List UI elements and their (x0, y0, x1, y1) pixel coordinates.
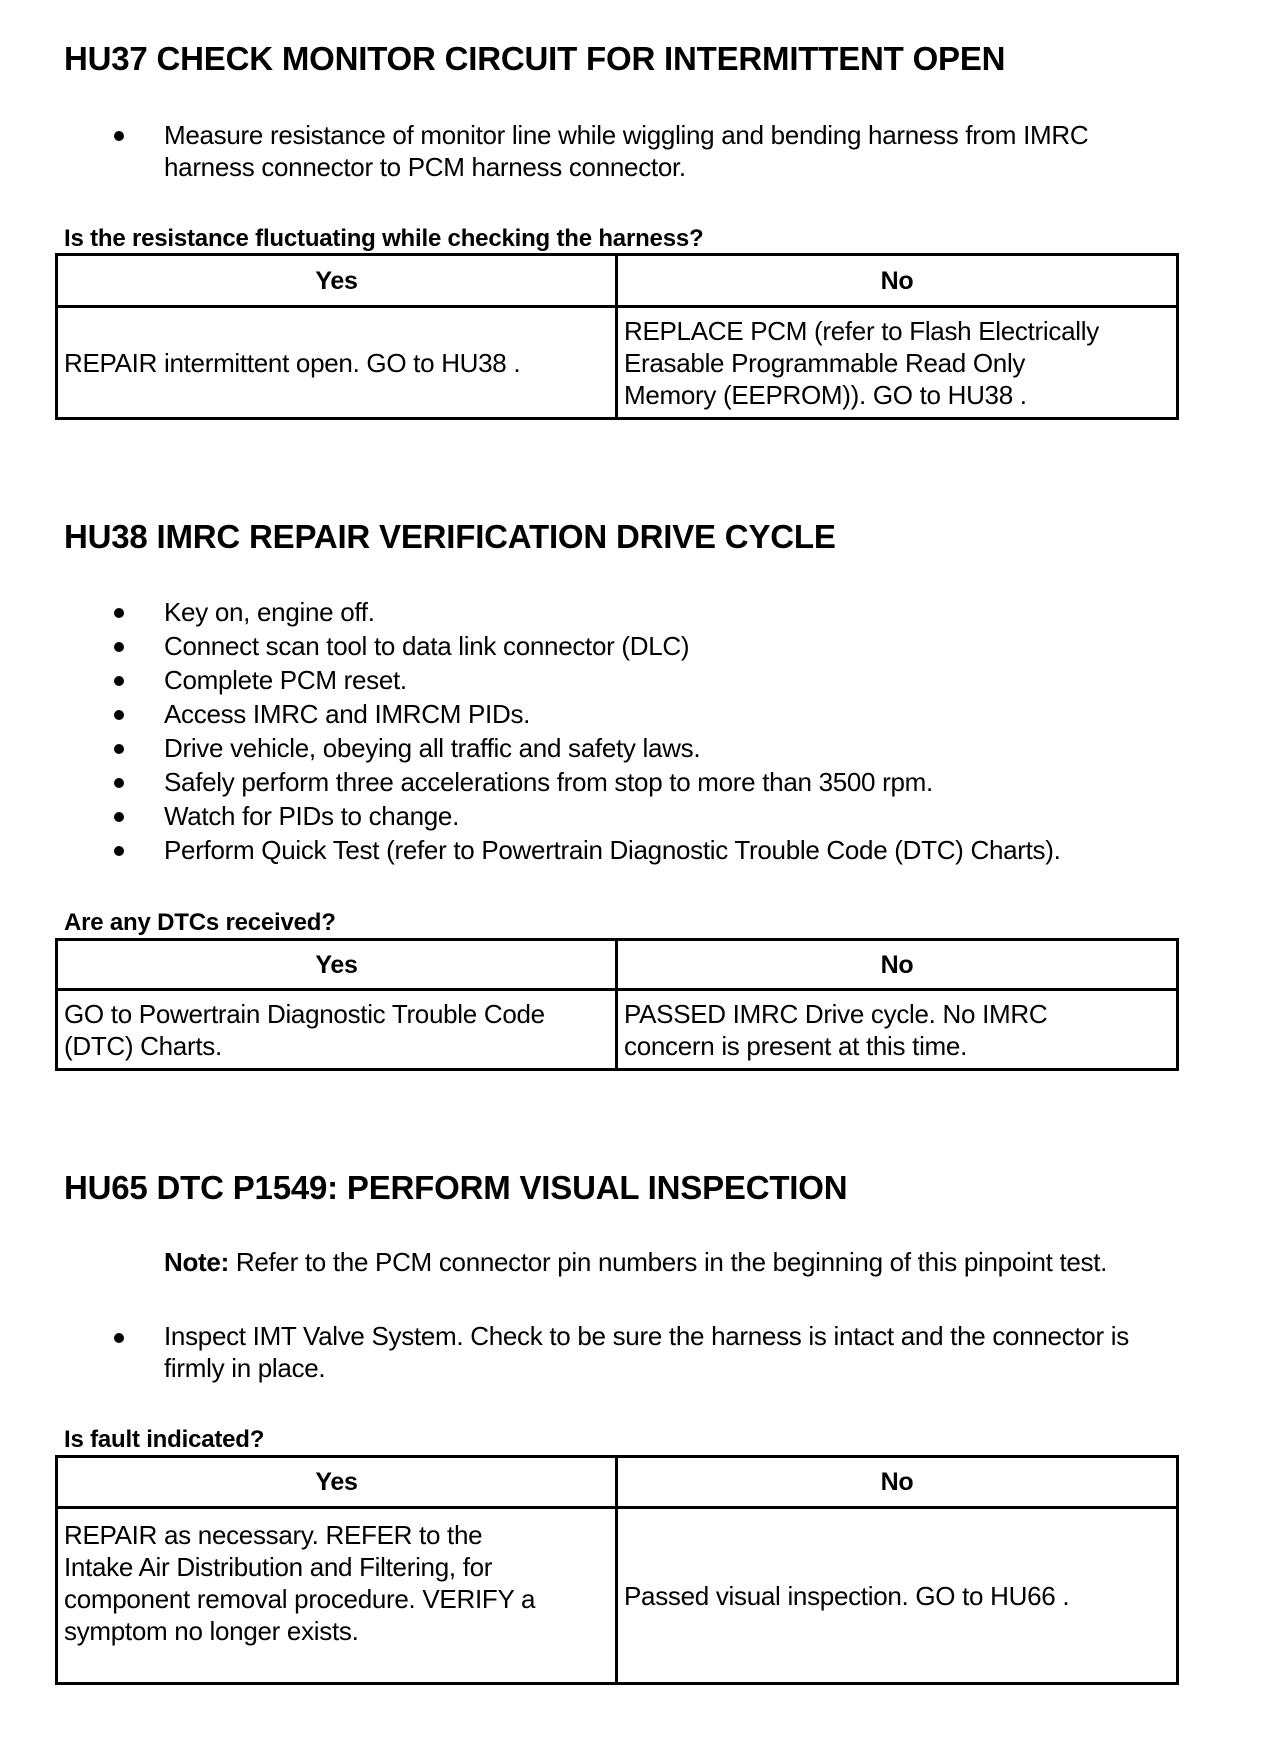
cell-line: Memory (EEPROM)). GO to HU38 . (624, 379, 1027, 410)
list-item: Access IMRC and IMRCM PIDs. (164, 699, 531, 729)
bullet-icon (114, 1333, 124, 1343)
table-cell-yes (57, 307, 617, 419)
bullet-icon (114, 608, 124, 618)
bullet-text-line: Inspect IMT Valve System. Check to be sure the harness is intact and the connector is (164, 1321, 1129, 1351)
cell-line: Intake Air Distribution and Filtering, for (64, 1552, 493, 1582)
cell-line: concern is present at this time. (624, 1030, 967, 1061)
list-item: Complete PCM reset. (164, 665, 407, 695)
bullet-icon (114, 744, 124, 754)
bullet-icon (114, 642, 124, 652)
cell-line: PASSED IMRC Drive cycle. No IMRC (624, 998, 1048, 1029)
list-item: Connect scan tool to data link connector (DLC) (164, 631, 690, 661)
decision-table-hu65 (55, 1455, 1179, 1685)
cell-line: REPAIR as necessary. REFER to the (64, 1520, 483, 1550)
cell-line: REPAIR intermittent open. GO to HU38 . (64, 347, 521, 378)
table-header-yes: Yes (57, 940, 617, 990)
question-hu65: Is fault indicated? (64, 1426, 265, 1453)
table-cell-no (617, 990, 1178, 1070)
table-header-no: No (617, 255, 1178, 307)
note (164, 1247, 1107, 1278)
cell-line: Erasable Programmable Read Only (624, 347, 1026, 378)
section-heading-hu65: HU65 DTC P1549: PERFORM VISUAL INSPECTION (64, 1169, 848, 1206)
bullet-text-line: Measure resistance of monitor line while wiggling and bending harness from IMRC (164, 120, 1089, 150)
bullet-text-line: firmly in place. (164, 1353, 326, 1383)
cell-line: component removal procedure. VERIFY a (64, 1584, 536, 1614)
section-heading-hu38: HU38 IMRC REPAIR VERIFICATION DRIVE CYCLE (64, 518, 836, 555)
list-item: Drive vehicle, obeying all traffic and safety laws. (164, 733, 701, 763)
decision-table-hu37 (55, 253, 1179, 420)
decision-table-hu38 (55, 938, 1179, 1071)
list-item: Perform Quick Test (refer to Powertrain Diagnostic Trouble Code (DTC) Charts). (164, 835, 1061, 865)
table-header-no: No (617, 940, 1178, 990)
section-heading-hu37: HU37 CHECK MONITOR CIRCUIT FOR INTERMITTENT OPEN (64, 40, 1006, 77)
table-header-yes: Yes (57, 1457, 617, 1508)
note-text: Refer to the PCM connector pin numbers in the beginning of this pinpoint test. (228, 1247, 1108, 1277)
question-hu37: Is the resistance fluctuating while checking the harness? (64, 225, 704, 252)
list-item: Key on, engine off. (164, 597, 375, 627)
cell-line: REPLACE PCM (refer to Flash Electrically (624, 315, 1099, 346)
bullet-icon (114, 710, 124, 720)
note-label: Note: (164, 1247, 229, 1277)
cell-line: GO to Powertrain Diagnostic Trouble Code (64, 998, 545, 1029)
table-cell-no (617, 307, 1178, 419)
table-header-no: No (617, 1457, 1178, 1508)
bullet-icon (114, 778, 124, 788)
table-cell-yes (57, 990, 617, 1070)
table-cell-no (617, 1508, 1178, 1684)
cell-line: (DTC) Charts. (64, 1030, 222, 1061)
list-item: Watch for PIDs to change. (164, 801, 460, 831)
bullet-icon (114, 131, 124, 141)
cell-line: Passed visual inspection. GO to HU66 . (624, 1580, 1070, 1611)
bullet-text-line: harness connector to PCM harness connector. (164, 152, 686, 182)
bullet-icon (114, 846, 124, 856)
cell-line: symptom no longer exists. (64, 1616, 359, 1646)
table-header-yes: Yes (57, 255, 617, 307)
bullet-icon (114, 812, 124, 822)
list-item: Safely perform three accelerations from stop to more than 3500 rpm. (164, 767, 933, 797)
table-cell-yes (57, 1508, 617, 1684)
question-hu38: Are any DTCs received? (64, 909, 336, 936)
bullet-icon (114, 676, 124, 686)
